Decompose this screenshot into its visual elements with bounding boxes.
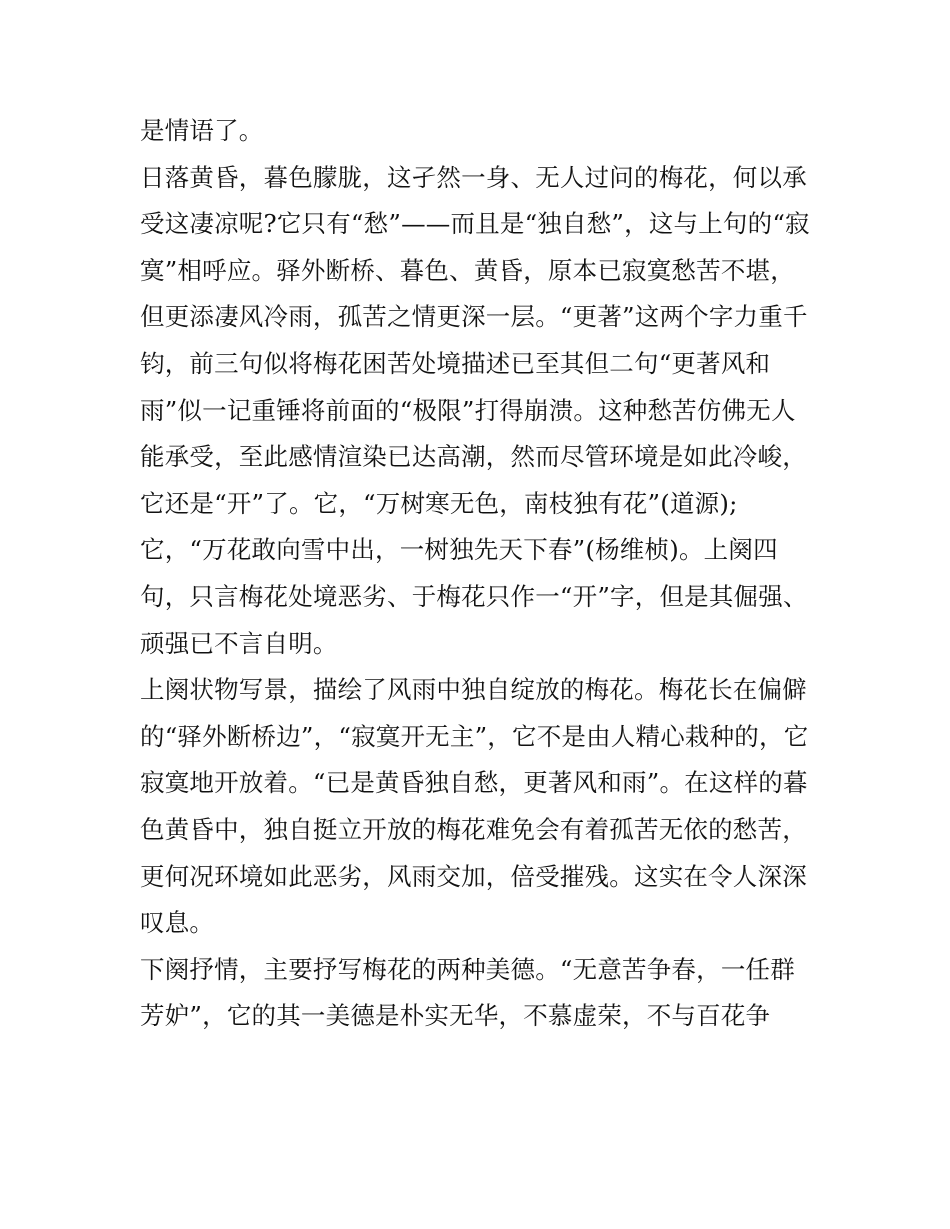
text-line: 日落黄昏，暮色朦胧，这孑然一身、无人过问的梅花，何以承 (140, 162, 807, 192)
text-line: 但更添凄风冷雨，孤苦之情更深一层。“更著”这两个字力重千 (140, 302, 808, 332)
text-line: 更何况环境如此恶劣，风雨交加，倍受摧残。这实在令人深深 (140, 861, 807, 891)
text-line: 的“驿外断桥边”，“寂寞开无主”，它不是由人精心栽种的，它 (140, 721, 809, 751)
text-line: 叹息。 (140, 908, 215, 938)
text-line: 色黄昏中，独自挺立开放的梅花难免会有着孤苦无依的愁苦， (140, 814, 807, 844)
text-line: 钧，前三句似将梅花困苦处境描述已至其但二句“更著风和 (140, 348, 771, 378)
text-line: 受这凄凉呢?它只有“愁”——而且是“独自愁”，这与上句的“寂 (140, 209, 810, 239)
text-line: 句，只言梅花处境恶劣、于梅花只作一“开”字，但是其倔强、 (140, 581, 808, 611)
text-line: 寞”相呼应。驿外断桥、暮色、黄昏，原本已寂寞愁苦不堪， (140, 255, 795, 285)
text-line: 芳妒”，它的其一美德是朴实无华，不慕虚荣，不与百花争 (140, 1001, 771, 1031)
text-line: 能承受，至此感情渲染已达高潮，然而尽管环境是如此冷峻， (140, 442, 807, 472)
text-line: 下阕抒情，主要抒写梅花的两种美德。“无意苦争春，一任群 (140, 954, 795, 984)
text-line: 寂寞地开放着。“已是黄昏独自愁，更著风和雨”。在这样的暮 (140, 768, 808, 798)
text-line: 是情语了。 (140, 116, 264, 145)
text-line: 它，“万花敢向雪中出，一树独先天下春”(杨维桢)。上阕四 (140, 535, 778, 565)
text-line: 顽强已不言自明。 (140, 628, 338, 658)
text-line: 它还是“开”了。它，“万树寒无色，南枝独有花”(道源); (140, 488, 738, 518)
text-line: 雨”似一记重锤将前面的“极限”打得崩溃。这种愁苦仿佛无人 (140, 395, 796, 425)
text-line: 上阕状物写景，描绘了风雨中独自绽放的梅花。梅花长在偏僻 (140, 675, 807, 705)
body-text (140, 108, 840, 1040)
